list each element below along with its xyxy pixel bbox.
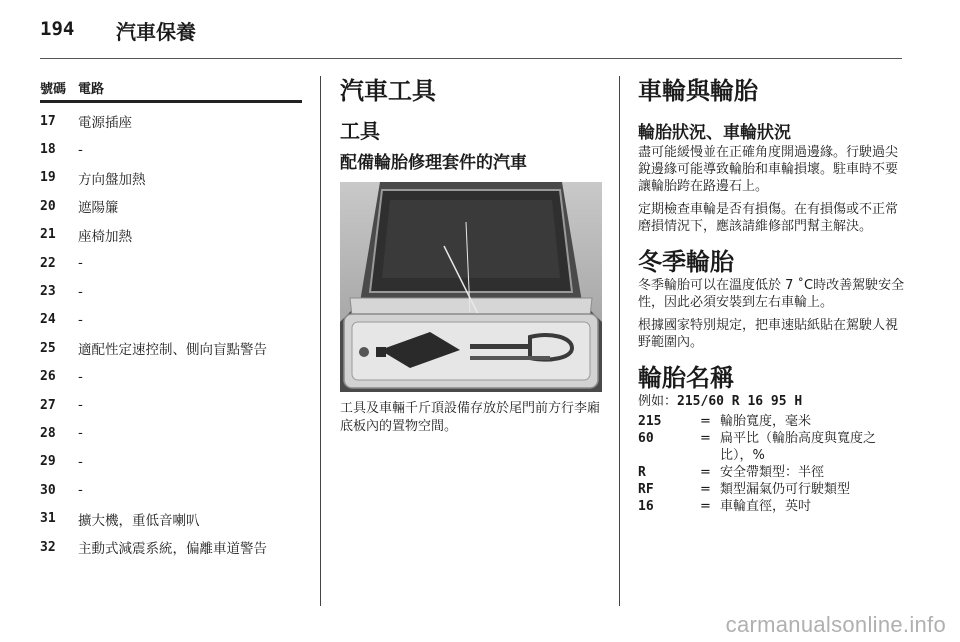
fuse-number: 21 <box>40 227 56 243</box>
definition-row <box>638 498 906 515</box>
definition-eq: = <box>700 431 711 446</box>
definition-row <box>638 430 906 464</box>
fuse-number: 29 <box>40 454 56 470</box>
column-divider-right <box>619 76 620 606</box>
definition-eq: = <box>700 499 711 514</box>
fuse-circuit: - <box>78 397 83 414</box>
definition-code: 60 <box>638 431 654 446</box>
header-rule <box>40 58 902 59</box>
winter-tyres-title: 冬季輪胎 <box>638 248 734 276</box>
fuse-circuit: - <box>78 453 83 470</box>
wheels-title: 車輪與輪胎 <box>638 77 758 105</box>
fuse-col-circuit: 電路 <box>78 81 105 97</box>
fuse-row <box>40 164 302 192</box>
fuse-circuit: - <box>78 425 83 442</box>
fuse-row <box>40 192 302 220</box>
fuse-number: 27 <box>40 397 56 413</box>
fuse-row <box>40 419 302 447</box>
fuse-number: 31 <box>40 511 56 527</box>
trunk-illustration-svg <box>340 182 602 392</box>
example-value: 215/60 R 16 95 H <box>677 394 803 409</box>
winter-paragraph-1: 冬季輪胎可以在溫度低於 7 ˚C時改善駕駛安全性，因此必須安裝到左右車輪上。 <box>638 278 905 310</box>
fuse-number: 19 <box>40 170 56 186</box>
tyre-designation-title: 輪胎名稱 <box>638 364 734 392</box>
fuse-number: 28 <box>40 425 56 441</box>
fuse-row <box>40 504 302 532</box>
trunk-tools-illustration <box>340 182 602 392</box>
fuse-table-header <box>40 76 302 98</box>
tools-subtitle: 工具 <box>340 119 380 143</box>
definition-eq: = <box>700 414 711 429</box>
page-header <box>40 14 920 50</box>
fuse-number: 24 <box>40 312 56 328</box>
definition-text: 類型漏氣仍可行駛類型 <box>720 482 851 497</box>
definition-eq: = <box>700 465 711 480</box>
winter-paragraph-2: 根據國家特別規定，把車速貼紙貼在駕駛人視野範圍內。 <box>638 318 899 350</box>
fuse-row <box>40 221 302 249</box>
fuse-number: 23 <box>40 284 56 300</box>
fuse-circuit: - <box>78 368 83 385</box>
fuse-number: 25 <box>40 340 56 356</box>
fuse-number: 30 <box>40 482 56 498</box>
fuse-table <box>40 76 302 561</box>
fuse-row <box>40 476 302 504</box>
fuse-number: 17 <box>40 113 56 129</box>
fuse-row <box>40 107 302 135</box>
fuse-row <box>40 306 302 334</box>
fuse-circuit: - <box>78 141 83 158</box>
fuse-circuit: - <box>78 311 83 328</box>
column-divider-left <box>320 76 321 606</box>
fuse-row <box>40 334 302 362</box>
fuse-circuit: - <box>78 255 83 272</box>
example-label: 例如： <box>638 394 678 409</box>
condition-paragraph-1: 盡可能緩慢並在正確角度開過邊緣。行駛過尖銳邊緣可能導致輪胎和車輪損壞。駐車時不要讓輪胎跨在路邊石上。 <box>638 145 899 194</box>
fuse-circuit: 方向盤加熱 <box>78 171 146 188</box>
fuse-header-rule <box>40 100 302 103</box>
definition-code: R <box>638 465 646 480</box>
fuse-number: 22 <box>40 255 56 271</box>
fuse-row <box>40 135 302 163</box>
definition-code: RF <box>638 482 654 497</box>
chapter-title: 汽車保養 <box>116 20 196 44</box>
tools-title: 汽車工具 <box>340 77 436 105</box>
fuse-circuit: - <box>78 283 83 300</box>
fuse-row <box>40 533 302 561</box>
fuse-circuit: 遮陽簾 <box>78 200 119 217</box>
fuse-circuit: 座椅加熱 <box>78 228 132 245</box>
definition-eq: = <box>700 482 711 497</box>
page-number: 194 <box>40 18 75 40</box>
fuse-circuit: - <box>78 482 83 499</box>
definition-row <box>638 413 906 430</box>
definition-row <box>638 464 906 481</box>
designation-example <box>638 393 906 411</box>
fuse-number: 20 <box>40 198 56 214</box>
fuse-circuit: 主動式減震系統，偏離車道警告 <box>78 541 267 558</box>
fuse-rows <box>40 107 302 561</box>
definition-text: 安全帶類型：半徑 <box>720 465 825 480</box>
definition-text: 扁平比（輪胎高度與寬度之比），% <box>720 431 877 463</box>
definition-code: 16 <box>638 499 654 514</box>
condition-paragraph-2: 定期檢查車輪是否有損傷。在有損傷或不正常磨損情況下，應該請維修部門幫主解決。 <box>638 202 899 234</box>
definition-text: 車輪直徑，英吋 <box>720 499 812 514</box>
definition-code: 215 <box>638 414 662 429</box>
wheels-section <box>638 76 906 515</box>
fuse-circuit: 擴大機，重低音喇叭 <box>78 512 200 529</box>
tools-caption: 工具及車輛千斤頂設備存放於尾門前方行李廂底板內的置物空間。 <box>340 401 601 434</box>
definition-text: 輪胎寬度，毫米 <box>720 414 812 429</box>
fuse-number: 18 <box>40 142 56 158</box>
tools-section <box>340 76 602 436</box>
tools-subsubtitle: 配備輪胎修理套件的汽車 <box>340 153 527 173</box>
fuse-row <box>40 448 302 476</box>
designation-definitions <box>638 413 906 515</box>
fuse-circuit: 適配性定速控制、側向盲點警告 <box>78 342 267 359</box>
watermark: carmanualsonline.info <box>725 612 946 637</box>
definition-row <box>638 481 906 498</box>
fuse-row <box>40 363 302 391</box>
condition-title: 輪胎狀況、車輪狀況 <box>638 123 791 143</box>
fuse-row <box>40 277 302 305</box>
fuse-circuit: 電源插座 <box>78 115 132 132</box>
fuse-row <box>40 249 302 277</box>
fuse-number: 32 <box>40 539 56 555</box>
fuse-col-number: 號碼 <box>40 81 67 97</box>
fuse-row <box>40 391 302 419</box>
fuse-number: 26 <box>40 369 56 385</box>
